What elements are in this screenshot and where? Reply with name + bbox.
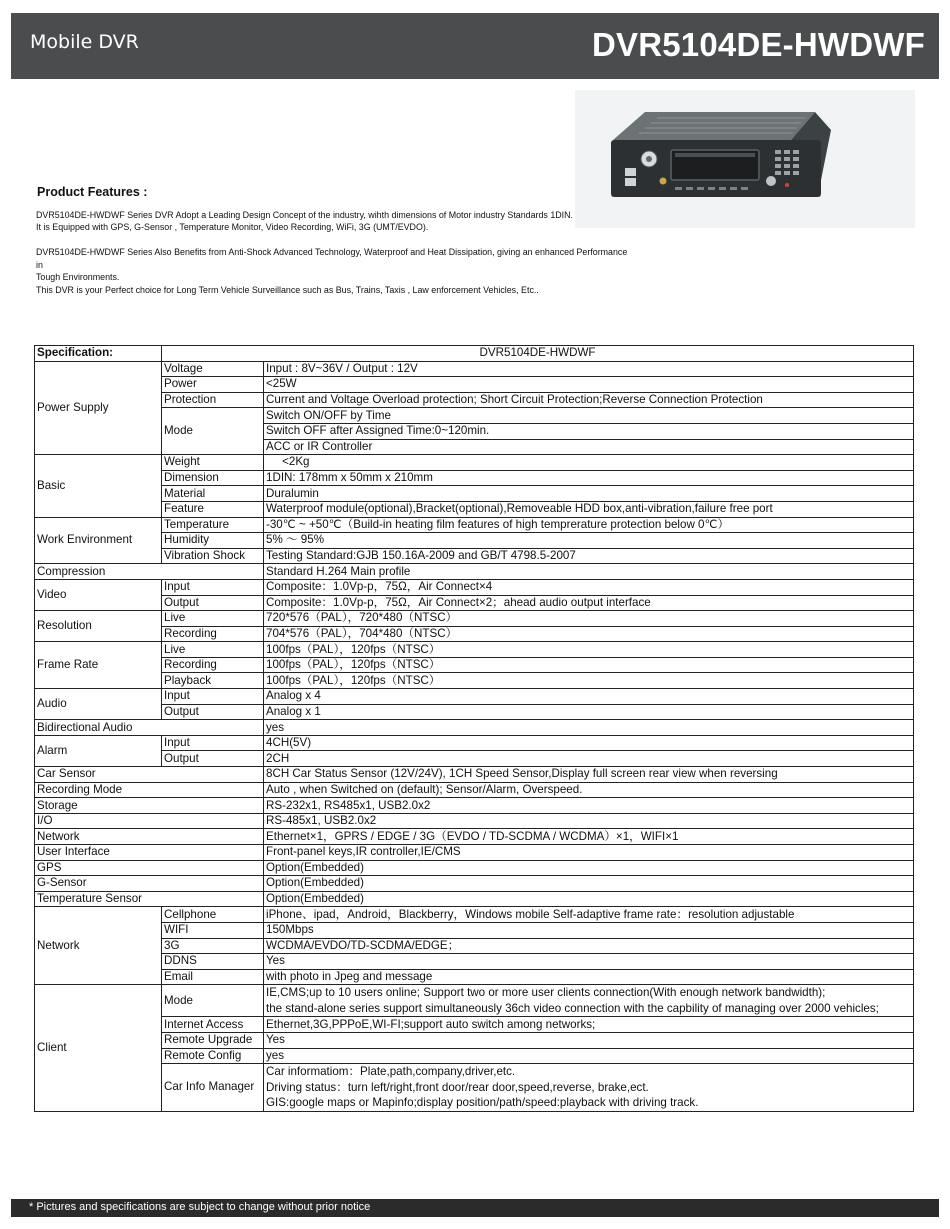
table-row: [35, 938, 914, 954]
value-cell: yes: [264, 720, 914, 736]
value-cell: Ethernet,3G,PPPoE,WI-FI;support auto switch among networks;: [264, 1017, 914, 1033]
key-cell: Cellphone: [162, 907, 264, 923]
table-row: [35, 455, 914, 471]
key-cell: Car Sensor: [35, 767, 264, 783]
value-cell: Option(Embedded): [264, 860, 914, 876]
category-cell: Alarm: [35, 735, 162, 766]
table-row: [35, 564, 914, 580]
value-cell: 5% ～ 95%: [264, 533, 914, 549]
table-row: [35, 408, 914, 424]
key-cell: Output: [162, 751, 264, 767]
key-cell: GPS: [35, 860, 264, 876]
value-cell: 2CH: [264, 751, 914, 767]
table-row: [35, 954, 914, 970]
table-row: [35, 969, 914, 985]
value-cell: 100fps（PAL），120fps（NTSC）: [264, 642, 914, 658]
value-cell: Analog x 1: [264, 704, 914, 720]
value-cell: Ethernet×1，GPRS / EDGE / 3G（EVDO / TD-SCDMA / WCDMA）×1，WIFI×1: [264, 829, 914, 845]
key-cell: Output: [162, 595, 264, 611]
key-cell: Remote Upgrade: [162, 1032, 264, 1048]
key-cell: Network: [35, 829, 264, 845]
header-bar: [11, 13, 939, 79]
table-row: [35, 595, 914, 611]
key-cell: Input: [162, 579, 264, 595]
category-cell: Resolution: [35, 611, 162, 642]
features-line: This DVR is your Perfect choice for Long Term Vehicle Surveillance such as Bus, Trains, Taxis , Law enforcement Vehicles, Etc..: [36, 284, 539, 295]
value-cell: Testing Standard:GJB 150.16A-2009 and GB/T 4798.5-2007: [264, 548, 914, 564]
table-row: [35, 611, 914, 627]
key-cell: Temperature Sensor: [35, 891, 264, 907]
value-cell: iPhone、ipad，Android，Blackberry，Windows mobile Self-adaptive frame rate：resolution adjustable: [264, 907, 914, 923]
table-row: [35, 876, 914, 892]
footer-bar: [11, 1199, 939, 1217]
footer-note: * Pictures and specifications are subject to change without prior notice: [29, 1201, 371, 1213]
spec-header-label: Specification:: [35, 346, 162, 362]
features-line: DVR5104DE-HWDWF Series DVR Adopt a Leading Design Concept of the industry, wihth dimensions of Motor industry Standards 1DIN.: [36, 210, 574, 220]
key-cell: Material: [162, 486, 264, 502]
features-line: Tough Environments.: [36, 272, 120, 283]
key-cell: G-Sensor: [35, 876, 264, 892]
value-cell: RS-485x1, USB2.0x2: [264, 813, 914, 829]
category-cell: Client: [35, 985, 162, 1111]
table-row: [35, 891, 914, 907]
spec-header-model: DVR5104DE-HWDWF: [162, 346, 914, 362]
key-cell: Recording: [162, 657, 264, 673]
value-cell: Switch OFF after Assigned Time:0~120min.: [264, 423, 914, 439]
value-cell: Composite：1.0Vp-p，75Ω，Air Connect×2；ahead audio output interface: [264, 595, 914, 611]
table-row: [35, 626, 914, 642]
table-row: [35, 1032, 914, 1048]
key-cell: Power: [162, 377, 264, 393]
value-cell: Standard H.264 Main profile: [264, 564, 914, 580]
table-row: [35, 782, 914, 798]
value-cell: Auto , when Switched on (default); Sensor/Alarm, Overspeed.: [264, 782, 914, 798]
table-row: [35, 689, 914, 705]
value-line: the stand-alone series support simultaneously 36ch video connection with the capbility of managing over 2000 vehicles;: [266, 1001, 879, 1015]
key-cell: Mode: [162, 408, 264, 455]
category-cell: Audio: [35, 689, 162, 720]
table-row: [35, 845, 914, 861]
key-cell: Bidirectional Audio: [35, 720, 264, 736]
key-cell: Feature: [162, 501, 264, 517]
key-cell: Email: [162, 969, 264, 985]
value-cell: Option(Embedded): [264, 891, 914, 907]
value-line: IE,CMS;up to 10 users online; Support two or more user clients connection(With enough network bandwidth);: [266, 986, 826, 1000]
value-cell: Yes: [264, 954, 914, 970]
value-line: Car informatiom：Plate,path,company,driver,etc.: [266, 1065, 516, 1079]
table-row: [35, 767, 914, 783]
table-row: [35, 517, 914, 533]
key-cell: I/O: [35, 813, 264, 829]
key-cell: Input: [162, 689, 264, 705]
table-row: [35, 813, 914, 829]
category-cell: Power Supply: [35, 361, 162, 455]
table-row: [35, 470, 914, 486]
value-cell: Analog x 4: [264, 689, 914, 705]
key-cell: Dimension: [162, 470, 264, 486]
value-cell: 8CH Car Status Sensor (12V/24V), 1CH Speed Sensor,Display full screen rear view when reversing: [264, 767, 914, 783]
key-cell: Mode: [162, 985, 264, 1017]
table-row: [35, 548, 914, 564]
table-row: [35, 346, 914, 362]
table-row: [35, 392, 914, 408]
value-cell: <25W: [264, 377, 914, 393]
value-cell: Composite：1.0Vp-p，75Ω，Air Connect×4: [264, 579, 914, 595]
table-row: [35, 486, 914, 502]
features-line: It is Equipped with GPS, G-Sensor , Temperature Monitor, Video Recording, WiFi, 3G (UMT/EVDO).: [36, 222, 429, 233]
table-row: [35, 922, 914, 938]
table-row: [35, 735, 914, 751]
value-line: Driving status：turn left/right,front door/rear door,speed,reverse, brake,ect.: [266, 1080, 649, 1094]
table-row: [35, 860, 914, 876]
key-cell: Output: [162, 704, 264, 720]
table-row: [35, 1064, 914, 1112]
table-row: [35, 1048, 914, 1064]
key-cell: Input: [162, 735, 264, 751]
features-title: Product Features :: [37, 185, 148, 199]
key-cell: Live: [162, 642, 264, 658]
table-row: [35, 533, 914, 549]
table-row: [35, 1017, 914, 1033]
table-row: [35, 501, 914, 517]
key-cell: Temperature: [162, 517, 264, 533]
value-cell: 100fps（PAL），120fps（NTSC）: [264, 657, 914, 673]
value-cell: 100fps（PAL），120fps（NTSC）: [264, 673, 914, 689]
table-row: [35, 985, 914, 1017]
table-row: [35, 642, 914, 658]
table-row: [35, 751, 914, 767]
value-cell: 1DIN: 178mm x 50mm x 210mm: [264, 470, 914, 486]
category-cell: Video: [35, 579, 162, 610]
value-cell: with photo in Jpeg and message: [264, 969, 914, 985]
value-cell: Front-panel keys,IR controller,IE/CMS: [264, 845, 914, 861]
features-line: DVR5104DE-HWDWF Series Also Benefits from Anti-Shock Advanced Technology, Waterproof and Heat Dissipation, giving an enhanced Performance in: [36, 247, 628, 270]
category-cell: Basic: [35, 455, 162, 517]
product-photo: [575, 90, 915, 228]
key-cell: Car Info Manager: [162, 1064, 264, 1112]
category-cell: Work Environment: [35, 517, 162, 564]
table-row: [35, 657, 914, 673]
value-cell: [264, 985, 914, 1017]
value-cell: 704*576（PAL），704*480（NTSC）: [264, 626, 914, 642]
key-cell: Internet Access: [162, 1017, 264, 1033]
model-title: DVR5104DE-HWDWF: [591, 26, 925, 63]
key-cell: Voltage: [162, 361, 264, 377]
table-row: [35, 829, 914, 845]
key-cell: Recording: [162, 626, 264, 642]
value-cell: Switch ON/OFF by Time: [264, 408, 914, 424]
table-row: [35, 377, 914, 393]
value-cell: 150Mbps: [264, 922, 914, 938]
key-cell: Humidity: [162, 533, 264, 549]
value-cell: [264, 1064, 914, 1112]
key-cell: Storage: [35, 798, 264, 814]
key-cell: WIFI: [162, 922, 264, 938]
key-cell: DDNS: [162, 954, 264, 970]
value-cell: Yes: [264, 1032, 914, 1048]
value-line: GIS:google maps or Mapinfo;display position/path/speed:playback with driving track.: [266, 1096, 699, 1110]
value-cell: Duralumin: [264, 486, 914, 502]
value-cell: RS-232x1, RS485x1, USB2.0x2: [264, 798, 914, 814]
brand-label: Mobile DVR: [30, 31, 139, 53]
value-cell: 720*576（PAL），720*480（NTSC）: [264, 611, 914, 627]
key-cell: 3G: [162, 938, 264, 954]
category-cell: Network: [35, 907, 162, 985]
specification-table: [34, 345, 914, 1112]
key-cell: Remote Config: [162, 1048, 264, 1064]
value-cell: yes: [264, 1048, 914, 1064]
key-cell: Live: [162, 611, 264, 627]
value-cell: 4CH(5V): [264, 735, 914, 751]
value-cell: Current and Voltage Overload protection; Short Circuit Protection;Reverse Connection Protection: [264, 392, 914, 408]
key-cell: Recording Mode: [35, 782, 264, 798]
features-text: [36, 209, 636, 296]
value-cell: Input : 8V~36V / Output : 12V: [264, 361, 914, 377]
value-cell: WCDMA/EVDO/TD-SCDMA/EDGE；: [264, 938, 914, 954]
table-row: [35, 798, 914, 814]
key-cell: User Interface: [35, 845, 264, 861]
key-cell: Protection: [162, 392, 264, 408]
table-row: [35, 704, 914, 720]
key-cell: Weight: [162, 455, 264, 471]
table-row: [35, 361, 914, 377]
value-cell: ACC or IR Controller: [264, 439, 914, 455]
key-cell: Vibration Shock: [162, 548, 264, 564]
table-row: [35, 907, 914, 923]
table-row: [35, 673, 914, 689]
key-cell: Playback: [162, 673, 264, 689]
table-row: [35, 579, 914, 595]
value-cell: Option(Embedded): [264, 876, 914, 892]
value-cell: -30℃ ~ +50℃（Build-in heating film features of high temprerature protection below 0℃）: [264, 517, 914, 533]
value-cell: <2Kg: [264, 455, 914, 471]
category-cell: Frame Rate: [35, 642, 162, 689]
table-row: [35, 720, 914, 736]
key-cell: Compression: [35, 564, 264, 580]
value-cell: Waterproof module(optional),Bracket(optional),Removeable HDD box,anti-vibration,failure free port: [264, 501, 914, 517]
